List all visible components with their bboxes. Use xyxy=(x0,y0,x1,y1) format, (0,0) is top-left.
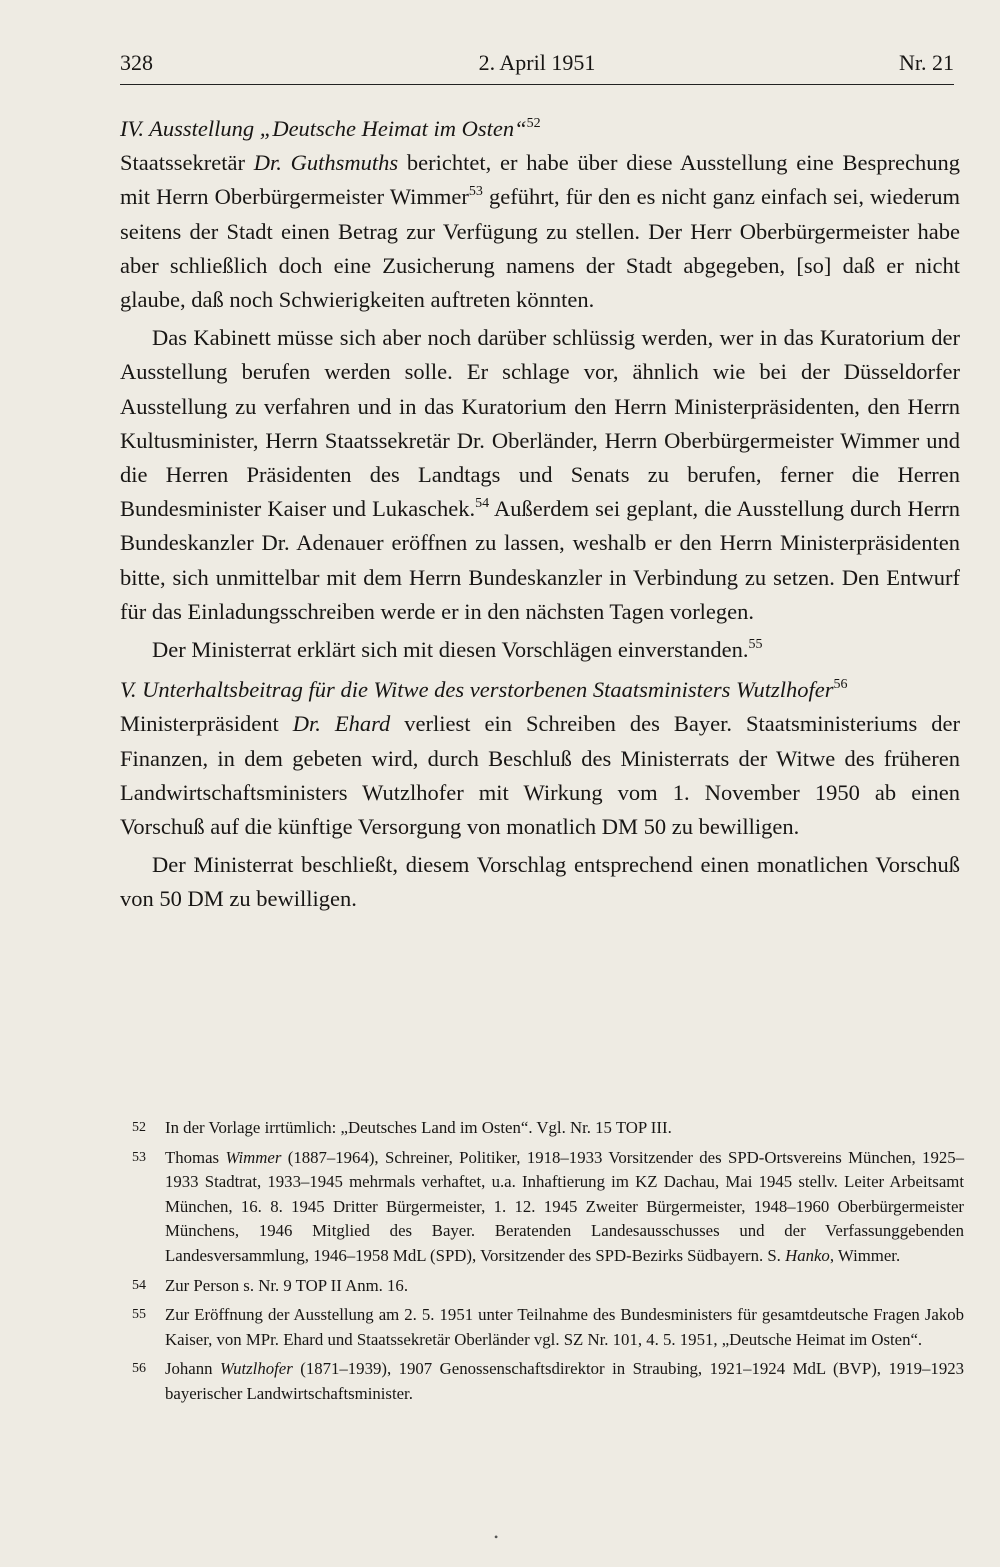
footnote: 52 In der Vorlage irrtümlich: „Deutsches Land im Osten“. Vgl. Nr. 15 TOP III. xyxy=(132,1116,964,1141)
main-text xyxy=(120,112,960,917)
footnote-number: 55 xyxy=(132,1307,146,1323)
footnotes xyxy=(132,1116,964,1412)
running-header xyxy=(120,50,954,82)
paragraph: Der Ministerrat erklärt sich mit diesen Vorschlägen einverstanden.$^{55}$ xyxy=(152,637,763,663)
footnote-number: 53 xyxy=(132,1149,146,1165)
footnote-ref-54: 54 xyxy=(475,496,490,512)
person-name: Dr. Guthsmuths xyxy=(253,150,399,176)
header-date: 2. April 1951 xyxy=(478,50,596,75)
footnote-ref-56: 56 xyxy=(833,677,848,693)
footnote-ref-53: 53 xyxy=(468,184,483,200)
footnote: 54 Zur Person s. Nr. 9 TOP II Anm. 16. xyxy=(132,1274,964,1299)
paragraph: Das Kabinett müsse sich aber noch darüber schlüssig werden, wer in das Kuratorium der Ausstellung berufen werden solle. Er schlage vor, ähnlich wie bei der Düsseldorfer Ausstellung zu verfahren und in das Kuratorium den Herrn Ministerpräsidenten, den Herrn Kultusminister, Herrn Staatssekretär Dr. Oberländer, Herrn Oberbürgermeister Wimmer und die Herren Präsidenten des Landtags und Senats zu berufen, ferner die Herren Bundesminister Kaiser und Lukaschek.$^{54}$ Außerdem sei geplant, die Ausstellung durch Herrn Bundeskanzler Dr. Adenauer eröffnen zu lassen, weshalb er den Herrn Ministerpräsidenten bitte, sich unmittelbar mit dem Herrn Bundeskanzler in Verbindung zu setzen. Den Entwurf für das Einladungsschreiben werde er in den nächsten Tagen vorlegen. xyxy=(120,325,960,624)
footnote: 55 Zur Eröffnung der Ausstellung am 2. 5. 1951 unter Teilnahme des Bundesministers für gesamtdeutsche Fragen Jakob Kaiser, von MPr. Ehard und Staatssekretär Oberländer vgl. SZ Nr. 101, 4. 5. 1951, „Deutsche Heimat im Osten“. xyxy=(132,1305,964,1349)
paragraph: Der Ministerrat beschließt, diesem Vorschlag entsprechend einen monatlichen Vorschuß von 50 DM zu bewilligen. xyxy=(120,852,960,912)
section-heading-iv: IV. Ausstellung „Deutsche Heimat im Osten“$^{52}$ xyxy=(120,116,541,141)
section-heading-v: V. Unterhaltsbeitrag für die Witwe des verstorbenen Staatsministers Wutzlhofer$^{56}$ xyxy=(120,677,848,703)
paragraph: Ministerpräsident Dr. Ehard verliest ein Schreiben des Bayer. Staatsministeriums der Finanzen, in dem gebeten wird, durch Beschluß des Ministerrats der Witwe des früheren Landwirtschaftsministers Wutzlhofer mit Wirkung vom 1. November 1950 ab einen Vorschuß auf die künftige Versorgung von monatlich DM 50 zu bewilligen. xyxy=(120,711,960,840)
footnote-ref-55: 55 xyxy=(748,637,763,653)
page-number: 328 xyxy=(120,50,153,75)
footnote-number: 54 xyxy=(132,1277,146,1293)
footnote: 56 Johann Wutzlhofer (1871–1939), 1907 Genossenschaftsdirektor in Straubing, 1921–1924 MdL (BVP), 1919–1923 bayerischer Landwirtschaftsminister. xyxy=(132,1359,964,1403)
bottom-mark: • xyxy=(494,1530,499,1544)
header-rule xyxy=(120,84,954,85)
issue-number: Nr. 21 xyxy=(899,50,954,75)
footnote-number: 52 xyxy=(132,1120,146,1135)
footnote: 53 Thomas Wimmer (1887–1964), Schreiner, Politiker, 1918–1933 Vorsitzender des SPD-Ortsvereins München, 1925–1933 Stadtrat, 1933–1945 mehrmals verhaftet, u.a. Inhaftierung im KZ Dachau, Mai 1945 stellv. Leiter Arbeitsamt München, 16. 8. 1945 Dritter Bürgermeister, 1. 12. 1945 Zweiter Bürgermeister, 1948–1960 Oberbürgermeister Münchens, 1946 Mitglied des Bayer. Beratenden Landesausschusses und der Verfassunggebenden Landesversammlung, 1946–1958 MdL (SPD), Vorsitzender des SPD-Bezirks Südbayern. S. Hanko, Wimmer. xyxy=(132,1147,965,1265)
paragraph: Staatssekretär Dr. Guthsmuths berichtet, er habe über diese Ausstellung eine Besprechung mit Herrn Oberbürgermeister Wimmer$^{53}$ geführt, für den es nicht ganz einfach sei, wiederum seitens der Stadt einen Betrag zur Verfügung zu stellen. Der Herr Oberbürgermeister habe aber schließlich doch eine Zusicherung namens der Stadt abgegeben, [so] daß er nicht glaube, daß noch Schwierigkeiten auftreten könnten. xyxy=(120,150,960,313)
footnote-ref-52: 52 xyxy=(526,116,541,131)
footnote-number: 56 xyxy=(132,1361,146,1377)
person-name: Dr. Ehard xyxy=(292,711,391,737)
